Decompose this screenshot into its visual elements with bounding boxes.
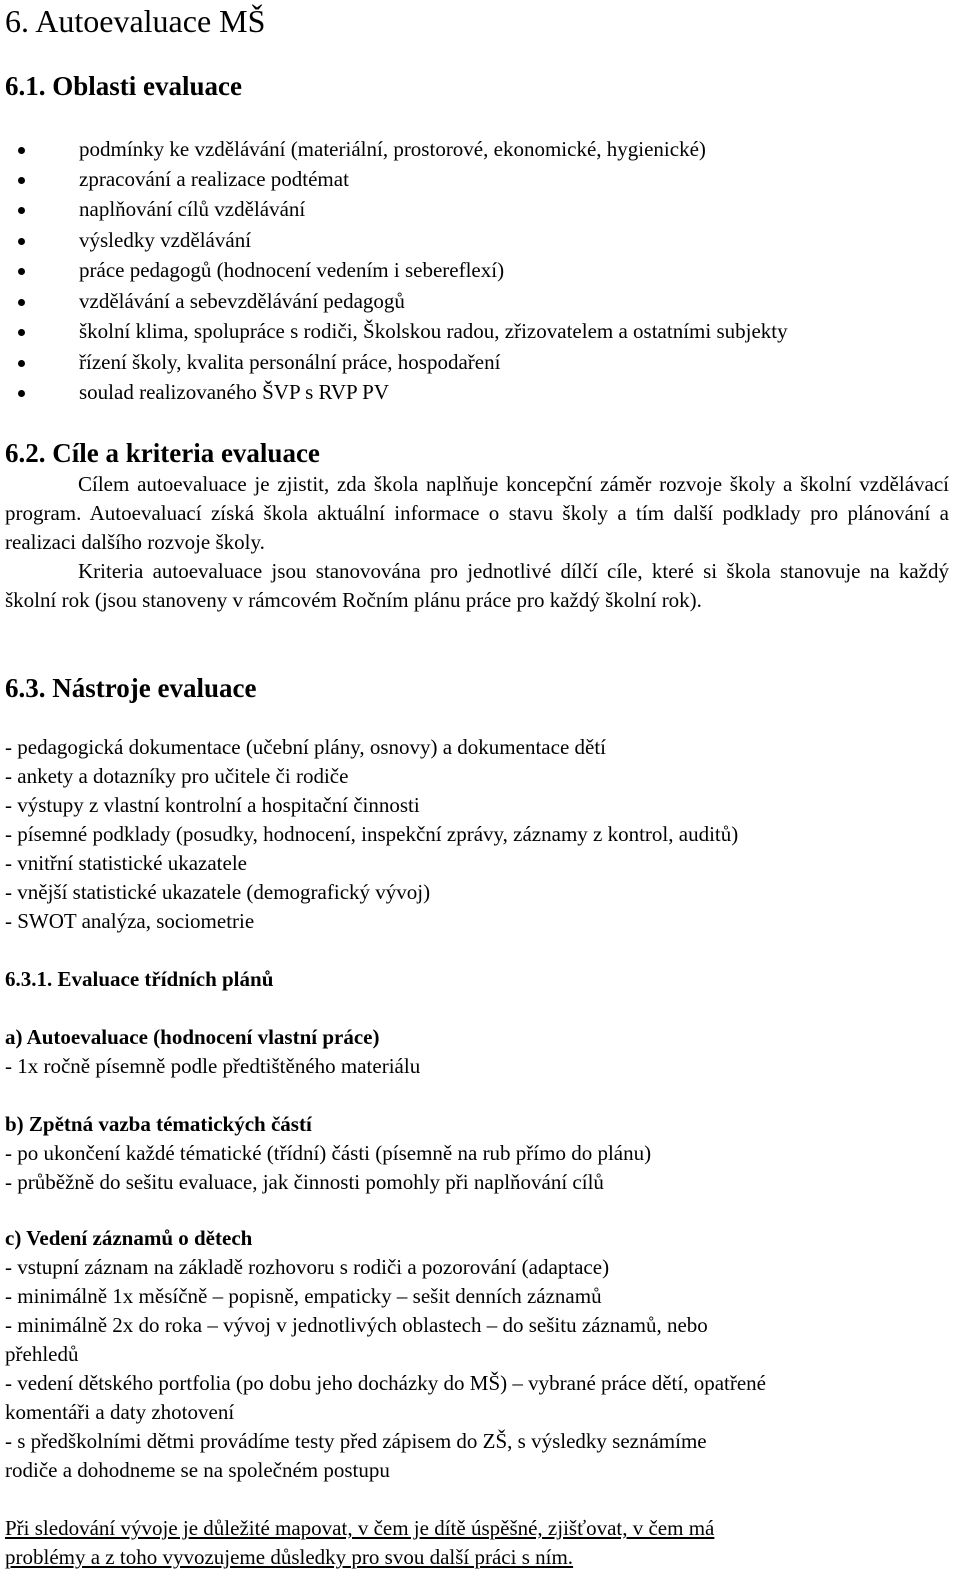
list-item: - pedagogická dokumentace (učební plány, osnovy) a dokumentace dětí (5, 735, 607, 759)
bullet-icon (18, 329, 25, 336)
list-item: - minimálně 1x měsíčně – popisně, empaticky – sešit denních záznamů (5, 1284, 602, 1308)
section-6-2-heading: 6.2. Cíle a kriteria evaluace (5, 438, 320, 468)
note-line: problémy a z toho vyvozujeme důsledky pro svou další práci s ním. (5, 1545, 574, 1569)
note-line: Při sledování vývoje je důležité mapovat, v čem je dítě úspěšné, zjišťovat, v čem má (5, 1516, 715, 1540)
list-item: - 1x ročně písemně podle předtištěného materiálu (5, 1054, 421, 1078)
criteria-paragraph: Kriteria autoevaluace jsou stanovována pro jednotlivé dílčí cíle, které si škola stanovuje na každý školní rok (jsou stanoveny v rámcovém Ročním plánu práce pro každý školní rok). (5, 559, 949, 612)
section-6-1-heading: 6.1. Oblasti evaluace (5, 71, 242, 101)
list-item: - SWOT analýza, sociometrie (5, 909, 255, 933)
list-item: - písemné podklady (posudky, hodnocení, inspekční zprávy, záznamy z kontrol, auditů) (5, 822, 739, 846)
list-item: - s předškolními dětmi provádíme testy před zápisem do ZŠ, s výsledky seznámíme (5, 1429, 707, 1453)
bullet-icon (18, 177, 25, 184)
bullet-icon (18, 147, 25, 154)
bullet-icon (18, 268, 25, 275)
bullet-icon (18, 360, 25, 367)
list-item: - vedení dětského portfolia (po dobu jeho docházky do MŠ) – vybrané práce dětí, opatřené (5, 1371, 767, 1395)
subsection-a-heading: a) Autoevaluace (hodnocení vlastní práce) (5, 1025, 380, 1049)
list-item-continuation: přehledů (5, 1342, 79, 1366)
bullet-icon (18, 238, 25, 245)
list-item: - výstupy z vlastní kontrolní a hospitační činnosti (5, 793, 420, 817)
subsection-b-heading: b) Zpětná vazba tématických částí (5, 1112, 312, 1136)
list-item: - minimálně 2x do roka – vývoj v jednotlivých oblastech – do sešitu záznamů, nebo (5, 1313, 708, 1337)
list-item: - po ukončení každé tématické (třídní) části (písemně na rub přímo do plánu) (5, 1141, 652, 1165)
list-item: - ankety a dotazníky pro učitele či rodiče (5, 764, 349, 788)
goals-paragraph: Cílem autoevaluace je zjistit, zda škola naplňuje koncepční záměr rozvoje školy a školní vzdělávací program. Autoevaluací získá škola aktuální informace o stavu školy a tím další podklady pro plánování a realizaci dalšího rozvoje školy. (5, 472, 949, 554)
section-6-3-1-heading: 6.3.1. Evaluace třídních plánů (5, 967, 274, 991)
section-6-3-heading: 6.3. Nástroje evaluace (5, 673, 257, 703)
bullet-icon (18, 390, 25, 397)
list-item: - vnější statistické ukazatele (demografický vývoj) (5, 880, 431, 904)
subsection-c-heading: c) Vedení záznamů o dětech (5, 1226, 253, 1250)
bullet-icon (18, 299, 25, 306)
list-item: - vnitřní statistické ukazatele (5, 851, 247, 875)
bullet-icon (18, 207, 25, 214)
list-item-continuation: rodiče a dohodneme se na společném postupu (5, 1458, 390, 1482)
list-item: - průběžně do sešitu evaluace, jak činnosti pomohly při naplňování cílů (5, 1170, 604, 1194)
list-item-continuation: komentáři a daty zhotovení (5, 1400, 235, 1424)
document-page: 6. Autoevaluace MŠ 6.1. Oblasti evaluace podmínky ke vzdělávání (materiální, prostorové, ekonomické, hygienické) zpracování a realizace podtémat naplňování cílů vzdělávání výsledky vzdělávání práce pedagogů (hodnocení vedením i sebereflexí) vzdělávání a sebevzdělávání pedagogů školní klima, spolupráce s rodiči, Školskou radou, zřizovatelem a ostatními subjekty řízení školy, kvalita personální práce, hospodaření soulad realizovaného ŠVP s RVP PV 6.2. Cíle a kriteria evaluace Cílem autoevaluace je zjistit, zda škola naplňuje koncepční záměr rozvoje školy a školní vzdělávací program. Autoevaluací získá škola aktuální informace o stavu školy a tím další podklady pro plánování a realizaci dalšího rozvoje školy. Kriteria autoevaluace jsou stanovována pro jednotlivé dílčí cíle, které si škola stanovuje na každý školní rok (jsou stanoveny v rámcovém Ročním plánu práce pro každý školní rok). 6.3. Nástroje evaluace - pedagogická dokumentace (učební plány, osnovy) a dokumentace dětí - ankety a dotazníky pro učitele či rodiče - výstupy z vlastní kontrolní a hospitační činnosti - písemné podklady (posudky, hodnocení, inspekční zprávy, záznamy z kontrol, auditů) - vnitřní statistické ukazatele - vnější statistické ukazatele (demografický vývoj) - SWOT analýza, sociometrie 6.3.1. Evaluace třídních plánů a) Autoevaluace (hodnocení vlastní práce) - 1x ročně písemně podle předtištěného materiálu b) Zpětná vazba tématických částí - po ukončení každé tématické (třídní) části (písemně na rub přímo do plánu) - průběžně do sešitu evaluace, jak činnosti pomohly při naplňování cílů c) Vedení záznamů o dětech - vstupní záznam na základě rozhovoru s rodiči a pozorování (adaptace) - minimálně 1x měsíčně – popisně, empaticky – sešit denních záznamů - minimálně 2x do roka – vývoj v jednotlivých oblastech – do sešitu záznamů, nebo přehledů - vedení dětského portfolia (po dobu jeho docházky do MŠ) – vybrané práce dětí, opatřené komentáři a daty zhotovení - s předškolními dětmi provádíme testy před zápisem do ZŠ, s výsledky seznámíme rodiče a dohodneme se na společném postupu Při sledování vývoje je důležité mapovat, v čem je dítě úspěšné, zjišťovat, v čem má problémy a z toho vyvozujeme důsledky pro svou další práci s ním. (0, 0, 960, 1581)
main-heading: 6. Autoevaluace MŠ (5, 3, 266, 39)
list-item: - vstupní záznam na základě rozhovoru s rodiči a pozorování (adaptace) (5, 1255, 610, 1279)
